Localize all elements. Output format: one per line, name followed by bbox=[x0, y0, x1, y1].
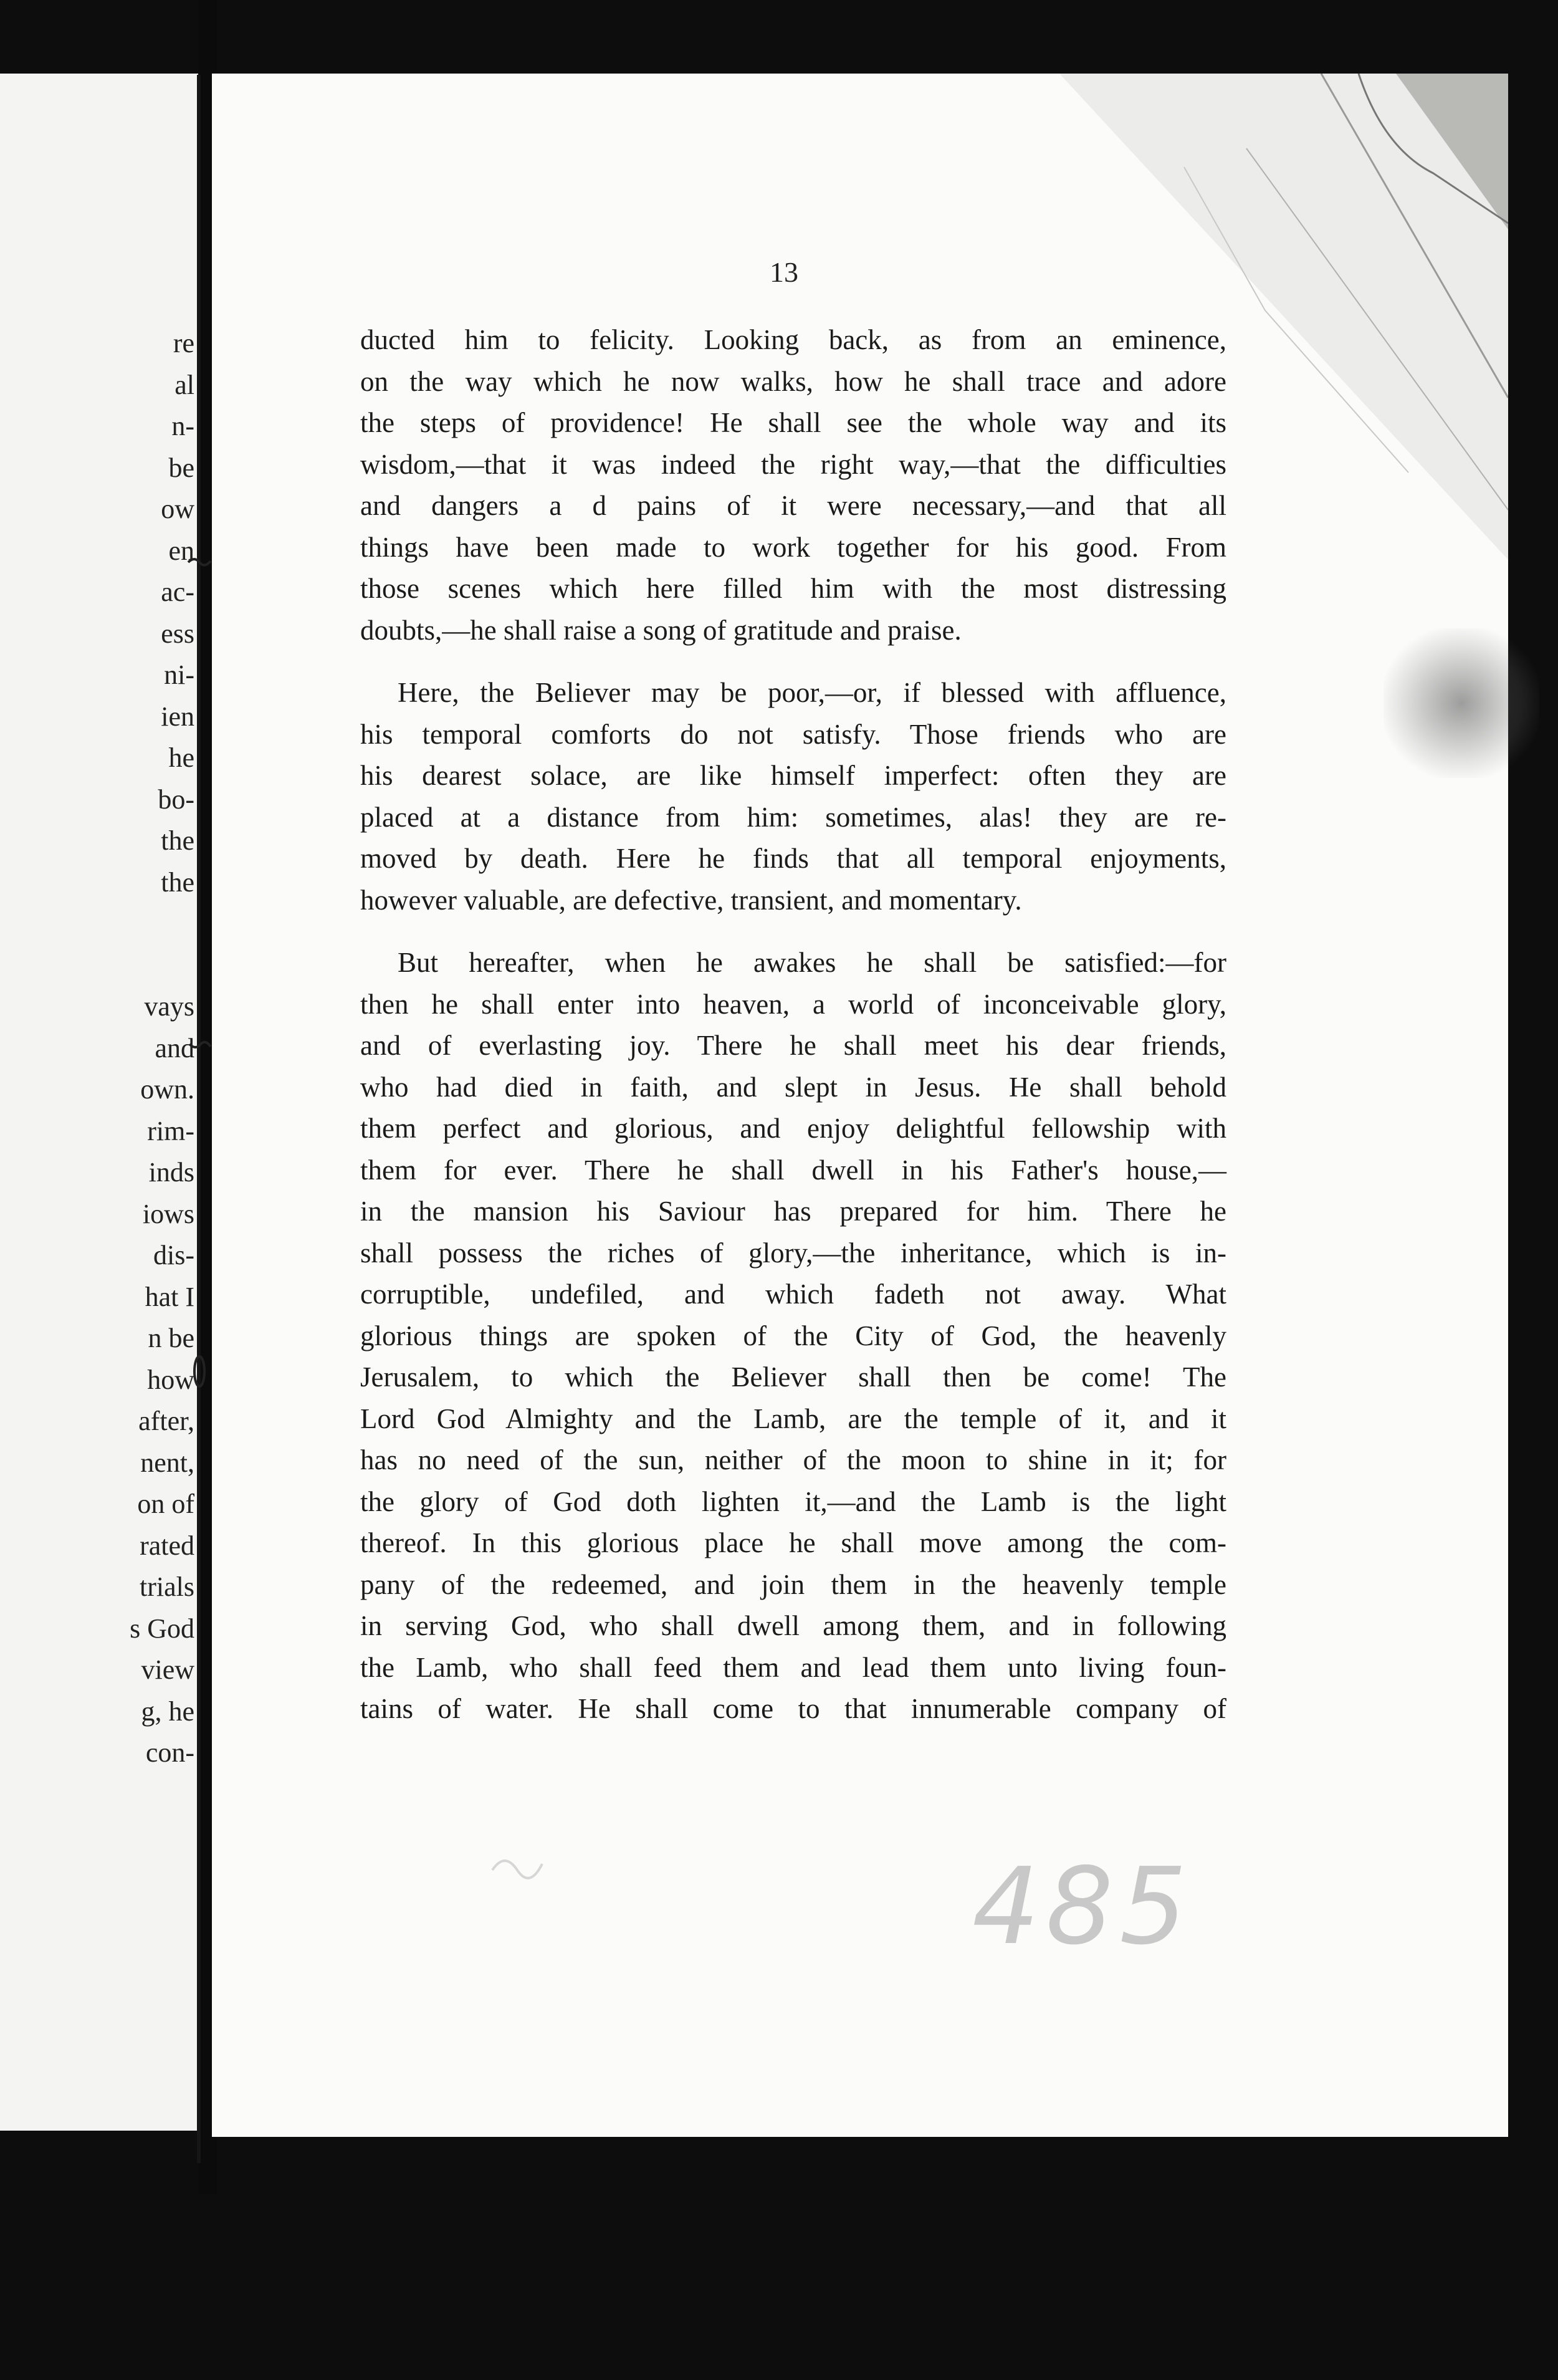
margin-fragment: rim- bbox=[147, 1115, 194, 1146]
margin-fragment: n- bbox=[171, 411, 194, 441]
text-line: doubts,—he shall raise a song of gratitude and praise. bbox=[360, 614, 962, 646]
text-line: in the mansion his Saviour has prepared for him. There he bbox=[360, 1196, 1226, 1227]
text-line: his dearest solace, are like himself imperfect: often they are bbox=[360, 760, 1226, 791]
margin-fragment: al bbox=[174, 369, 194, 400]
text-line: shall possess the riches of glory,—the inheritance, which is in- bbox=[360, 1237, 1226, 1269]
margin-fragment: ni- bbox=[164, 660, 194, 690]
margin-fragment: ess bbox=[161, 618, 194, 649]
text-line: his temporal comforts do not satisfy. Those friends who are bbox=[360, 718, 1226, 750]
margin-fragment: how bbox=[147, 1364, 194, 1395]
paragraph bbox=[360, 672, 1226, 921]
text-line: wisdom,—that it was indeed the right way,—that the difficulties bbox=[360, 448, 1226, 480]
margin-fragment: n be bbox=[148, 1323, 194, 1353]
margin-fragment: ien bbox=[161, 701, 194, 732]
margin-fragment: the bbox=[161, 866, 194, 898]
margin-fragment: rated bbox=[140, 1530, 194, 1561]
text-line: on the way which he now walks, how he shall trace and adore bbox=[360, 365, 1226, 397]
margin-fragment: after, bbox=[138, 1406, 194, 1436]
text-line: placed at a distance from him: sometimes, alas! they are re- bbox=[360, 801, 1226, 833]
text-line: Lord God Almighty and the Lamb, are the temple of it, and it bbox=[360, 1403, 1226, 1434]
text-line: those scenes which here filled him with the most distressing bbox=[360, 573, 1226, 604]
text-line: however valuable, are defective, transient, and momentary. bbox=[360, 884, 1022, 916]
margin-fragment bbox=[105, 903, 198, 945]
text-line: thereof. In this glorious place he shall move among the com- bbox=[360, 1527, 1226, 1558]
binding-knot bbox=[187, 1038, 212, 1053]
margin-fragment: he bbox=[168, 742, 194, 773]
binding-knot bbox=[187, 1353, 212, 1390]
margin-fragment: con- bbox=[145, 1737, 194, 1768]
margin-fragment: iows bbox=[142, 1198, 194, 1229]
margin-fragment: the bbox=[161, 825, 194, 856]
text-line: pany of the redeemed, and join them in the heavenly temple bbox=[360, 1568, 1226, 1600]
text-line: the Lamb, who shall feed them and lead them unto living foun- bbox=[360, 1651, 1226, 1683]
margin-fragment: ac- bbox=[161, 577, 194, 607]
margin-fragment: bo- bbox=[158, 784, 194, 815]
text-line: them perfect and glorious, and enjoy delightful fellowship with bbox=[360, 1113, 1226, 1144]
binding-thread bbox=[197, 75, 201, 2163]
text-line: the glory of God doth lighten it,—and the Lamb is the light bbox=[360, 1485, 1226, 1517]
paragraph-gap bbox=[360, 921, 1226, 942]
margin-fragment: trials bbox=[140, 1571, 194, 1602]
text-line: then he shall enter into heaven, a world of inconceivable glory, bbox=[360, 988, 1226, 1020]
text-line: But hereafter, when he awakes he shall be satisfied:—for bbox=[398, 947, 1226, 978]
text-line: the steps of providence! He shall see the whole way and its bbox=[360, 407, 1226, 438]
page-number: 13 bbox=[770, 256, 798, 288]
margin-fragment: re bbox=[173, 328, 194, 358]
paragraph-gap bbox=[360, 651, 1226, 672]
text-line: things have been made to work together for his good. From bbox=[360, 531, 1226, 563]
margin-fragment: hat I bbox=[145, 1281, 194, 1312]
ink-stain bbox=[1384, 628, 1539, 778]
text-line: in serving God, who shall dwell among them, and in following bbox=[360, 1610, 1226, 1641]
margin-fragment: on of bbox=[137, 1489, 194, 1519]
text-line: corruptible, undefiled, and which fadeth not away. What bbox=[360, 1279, 1226, 1310]
text-line: tains of water. He shall come to that innumerable company of bbox=[360, 1693, 1226, 1724]
text-line: Jerusalem, to which the Believer shall then be come! The bbox=[360, 1361, 1226, 1393]
margin-fragment: nent, bbox=[140, 1447, 194, 1478]
binding-knot bbox=[187, 555, 212, 570]
text-line: them for ever. There he shall dwell in his Father's house,— bbox=[360, 1154, 1226, 1186]
margin-fragment: vays bbox=[144, 991, 194, 1022]
text-line: and of everlasting joy. There he shall meet his dear friends, bbox=[360, 1030, 1226, 1061]
margin-fragment: view bbox=[141, 1654, 194, 1685]
paragraph bbox=[360, 319, 1226, 651]
faint-pencil-mark bbox=[486, 1845, 561, 1883]
text-line: glorious things are spoken of the City of God, the heavenly bbox=[360, 1320, 1226, 1351]
margin-fragment: g, he bbox=[141, 1696, 194, 1727]
paragraph bbox=[360, 942, 1226, 1730]
margin-fragment: ow bbox=[161, 494, 194, 524]
body-text bbox=[360, 249, 1226, 1730]
margin-fragment: own. bbox=[140, 1074, 194, 1105]
left-margin-text bbox=[105, 74, 198, 2380]
text-line: Here, the Believer may be poor,—or, if blessed with affluence, bbox=[398, 677, 1226, 708]
text-line: has no need of the sun, neither of the moon to shine in it; for bbox=[360, 1444, 1226, 1476]
text-line: who had died in faith, and slept in Jesus. He shall behold bbox=[360, 1071, 1226, 1103]
handwritten-number: 485 bbox=[972, 1845, 1193, 1969]
left-page-edge bbox=[0, 74, 198, 2131]
margin-fragment bbox=[105, 945, 198, 987]
text-line: ducted him to felicity. Looking back, as from an eminence, bbox=[360, 324, 1226, 355]
margin-fragment: be bbox=[168, 452, 194, 483]
margin-fragment: s God bbox=[130, 1613, 194, 1644]
margin-fragment: and bbox=[155, 1032, 194, 1063]
margin-fragment: inds bbox=[148, 1157, 194, 1188]
text-line: and dangers a d pains of it were necessary,—and that all bbox=[360, 490, 1226, 521]
text-line: moved by death. Here he finds that all temporal enjoyments, bbox=[360, 843, 1226, 874]
margin-fragment: en bbox=[168, 535, 194, 566]
margin-fragment: dis- bbox=[153, 1240, 194, 1270]
